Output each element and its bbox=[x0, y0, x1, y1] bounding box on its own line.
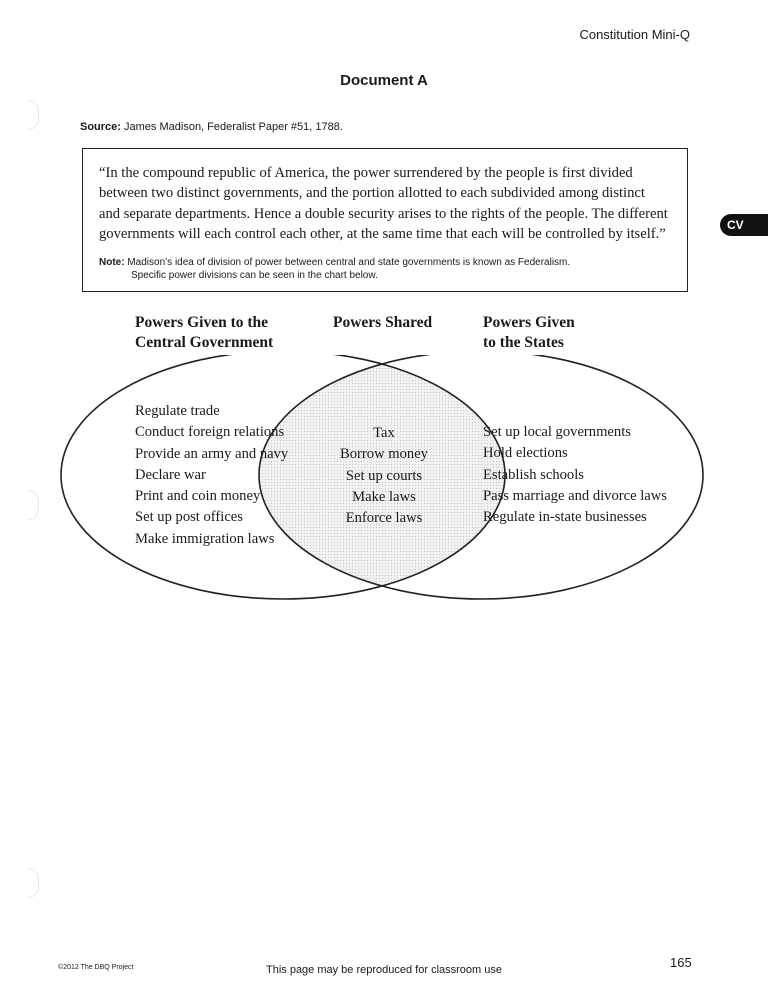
list-item: Borrow money bbox=[340, 446, 428, 463]
document-title: Document A bbox=[340, 72, 428, 89]
central-powers-list bbox=[135, 401, 315, 550]
list-item: Establish schools bbox=[483, 466, 584, 483]
note-line-2: Specific power divisions can be seen in the chart below. bbox=[131, 269, 378, 281]
state-powers-list bbox=[483, 422, 698, 528]
list-item: Tax bbox=[373, 425, 395, 441]
list-item: Regulate trade bbox=[135, 403, 220, 419]
states-heading-line-2: to the States bbox=[483, 334, 564, 351]
list-item: Pass marriage and divorce laws bbox=[483, 487, 667, 504]
quote-line: and separate departments. Hence a double security arises to the rights of the people. The different bbox=[99, 205, 668, 222]
binder-hole-mark bbox=[28, 868, 39, 898]
list-item: Conduct foreign relations bbox=[135, 424, 285, 441]
central-heading-line-1: Powers Given to the bbox=[135, 314, 269, 331]
header-title: Constitution Mini-Q bbox=[579, 27, 690, 42]
reproduction-note: This page may be reproduced for classroom use bbox=[265, 964, 502, 976]
list-item: Enforce laws bbox=[345, 510, 423, 527]
list-item: Set up post offices bbox=[135, 509, 243, 526]
source-text: James Madison, Federalist Paper #51, 1788. bbox=[120, 121, 343, 133]
central-heading bbox=[135, 313, 325, 353]
states-heading bbox=[483, 313, 663, 353]
note bbox=[99, 257, 679, 282]
list-item: Print and coin money bbox=[135, 488, 261, 505]
list-item: Make laws bbox=[352, 488, 416, 505]
copyright-notice: ©2012 The DBQ Project bbox=[58, 964, 134, 971]
states-heading-line-1: Powers Given bbox=[483, 314, 575, 331]
list-item: Provide an army and navy bbox=[135, 445, 289, 462]
madison-quote bbox=[99, 163, 677, 245]
list-item: Declare war bbox=[135, 466, 206, 483]
shared-heading: Powers Shared bbox=[333, 314, 433, 331]
source-citation bbox=[80, 121, 343, 133]
quote-box bbox=[82, 148, 688, 292]
note-line-1: Madison’s idea of division of power between central and state governments is known as Federalism. bbox=[124, 257, 571, 268]
list-item: Make immigration laws bbox=[135, 530, 275, 547]
note-label: Note: bbox=[99, 257, 125, 268]
shared-powers-list bbox=[322, 423, 446, 529]
list-item: Set up courts bbox=[345, 467, 423, 484]
page-number: 165 bbox=[670, 955, 692, 970]
section-tab-cv: CV bbox=[720, 214, 768, 236]
list-item: Hold elections bbox=[483, 445, 568, 462]
binder-hole-mark bbox=[28, 490, 39, 520]
list-item: Set up local governments bbox=[483, 424, 631, 440]
central-heading-line-2: Central Government bbox=[135, 334, 274, 351]
quote-line: governments will each control each other, at the same time that each will be controlled by itself.” bbox=[99, 226, 666, 243]
list-item: Regulate in-state businesses bbox=[483, 509, 647, 526]
source-label: Source: bbox=[80, 121, 121, 133]
quote-line: “In the compound republic of America, the power surrendered by the people is first divided bbox=[99, 165, 633, 181]
quote-line: between two distinct governments, and the portion allotted to each subdivided among distinct bbox=[99, 185, 645, 202]
binder-hole-mark bbox=[28, 100, 39, 130]
